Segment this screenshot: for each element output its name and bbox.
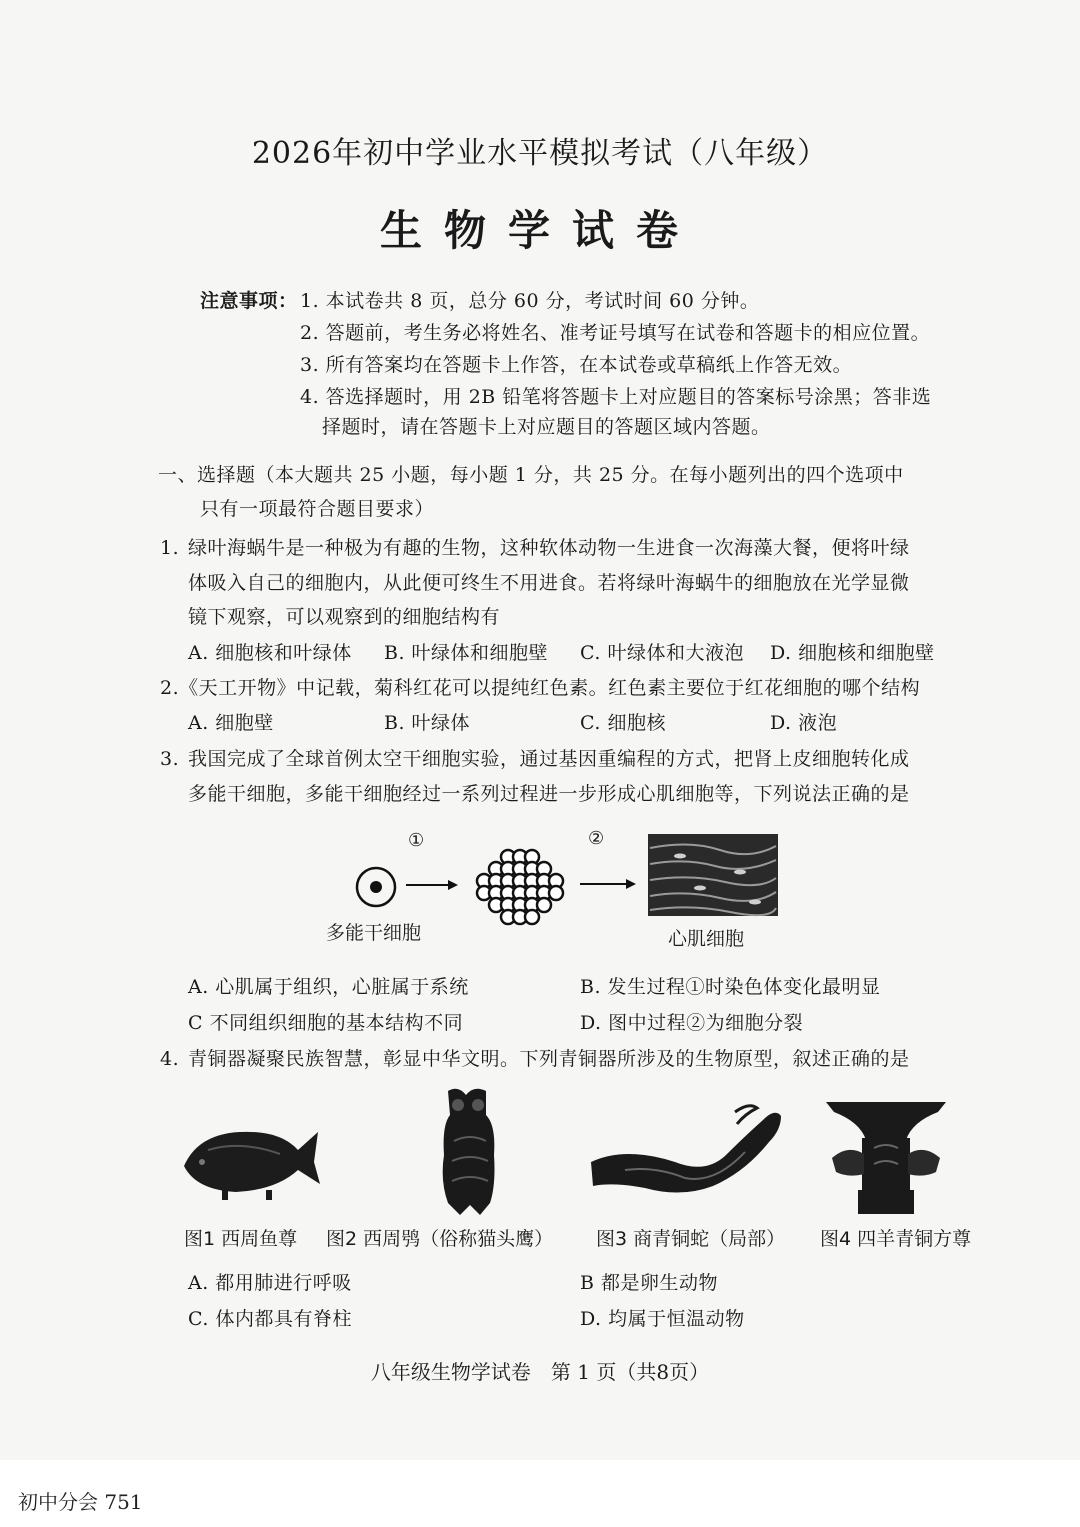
option-c: C. 细胞核 (580, 712, 666, 734)
cluster-cell (537, 898, 551, 912)
option-a: A. 都用肺进行呼吸 (188, 1272, 352, 1294)
notice-item: 择题时，请在答题卡上对应题目的答题区域内答题。 (322, 416, 771, 438)
question-text: 体吸入自己的细胞内，从此便可终生不用进食。若将绿叶海蜗牛的细胞放在光学显微 (188, 572, 910, 594)
notice-item: 2. 答题前，考生务必将姓名、准考证号填写在试卷和答题卡的相应位置。 (300, 322, 931, 344)
exam-title: 2026年初中学业水平模拟考试（八年级） (251, 136, 829, 171)
cardiac-cell-label: 心肌细胞 (668, 928, 745, 950)
cluster-cell (525, 910, 539, 924)
question-text: 镜下观察，可以观察到的细胞结构有 (188, 606, 501, 628)
section-heading-cont: 只有一项最符合题目要求） (200, 498, 435, 520)
arrow-icon (626, 879, 636, 889)
option-d: D. 细胞核和细胞壁 (770, 642, 935, 664)
question-text: 绿叶海蜗牛是一种极为有趣的生物，这种软体动物一生进食一次海藻大餐，便将叶绿 (188, 537, 910, 559)
option-b: B 都是卵生动物 (580, 1272, 719, 1294)
stem-cell-label: 多能干细胞 (326, 922, 422, 944)
watermark-text: 初中分会 751 (18, 1490, 143, 1514)
option-c: C. 叶绿体和大液泡 (580, 642, 744, 664)
figure-caption: 图3 商青铜蛇（局部） (596, 1228, 786, 1250)
page-footer: 八年级生物学试卷 第 1 页（共8页） (370, 1360, 710, 1384)
figure-caption: 图1 西周鱼尊 (184, 1228, 298, 1250)
question-text: 我国完成了全球首例太空干细胞实验，通过基因重编程的方式，把肾上皮细胞转化成 (188, 748, 910, 770)
option-d: D. 液泡 (770, 712, 838, 734)
option-a: A. 细胞壁 (188, 712, 274, 734)
question-text: 青铜器凝聚民族智慧，彰显中华文明。下列青铜器所涉及的生物原型，叙述正确的是 (188, 1048, 910, 1070)
figure-caption: 图2 西周鸮（俗称猫头鹰） (326, 1228, 554, 1250)
option-c: C. 体内都具有脊柱 (188, 1308, 352, 1330)
question-text: 2.《天工开物》中记载，菊科红花可以提纯红色素。红色素主要位于红花细胞的哪个结构 (160, 677, 921, 699)
option-d: D. 图中过程②为细胞分裂 (580, 1012, 804, 1034)
notice-item: 1. 本试卷共 8 页，总分 60 分，考试时间 60 分钟。 (300, 290, 760, 312)
option-d: D. 均属于恒温动物 (580, 1308, 745, 1330)
question-text: 多能干细胞，多能干细胞经过一系列过程进一步形成心肌细胞等，下列说法正确的是 (188, 783, 910, 805)
section-heading: 一、选择题（本大题共 25 小题，每小题 1 分，共 25 分。在每小题列出的四个选项中 (158, 464, 904, 486)
fish-zun-image (180, 1110, 325, 1205)
arrow-icon (448, 880, 458, 890)
question-number: 3. (160, 748, 180, 770)
question-number: 1. (160, 537, 180, 559)
option-c: C 不同组织细胞的基本结构不同 (188, 1012, 464, 1034)
question-number: 4. (160, 1048, 180, 1070)
notice-item: 4. 答选择题时，用 2B 铅笔将答题卡上对应题目的答案标号涂黑；答非选 (300, 386, 932, 408)
option-a: A. 细胞核和叶绿体 (188, 642, 352, 664)
option-b: B. 发生过程①时染色体变化最明显 (580, 976, 881, 998)
option-b: B. 叶绿体和细胞壁 (384, 642, 549, 664)
bronze-snake-image (585, 1100, 785, 1210)
subject-title: 生物学试卷 (379, 206, 700, 255)
figure-caption: 图4 四羊青铜方尊 (820, 1228, 972, 1250)
option-a: A. 心肌属于组织，心脏属于系统 (188, 976, 469, 998)
step-2-label: ② (588, 828, 605, 849)
option-b: B. 叶绿体 (384, 712, 471, 734)
step-1-label: ① (408, 830, 425, 851)
owl-zun-image (430, 1085, 510, 1217)
four-goat-zun-image (822, 1098, 950, 1218)
cell-cluster-icon (477, 850, 563, 924)
cluster-cell (549, 886, 563, 900)
notice-label: 注意事项： (200, 290, 298, 312)
notice-item: 3. 所有答案均在答题卡上作答，在本试卷或草稿纸上作答无效。 (300, 354, 853, 376)
